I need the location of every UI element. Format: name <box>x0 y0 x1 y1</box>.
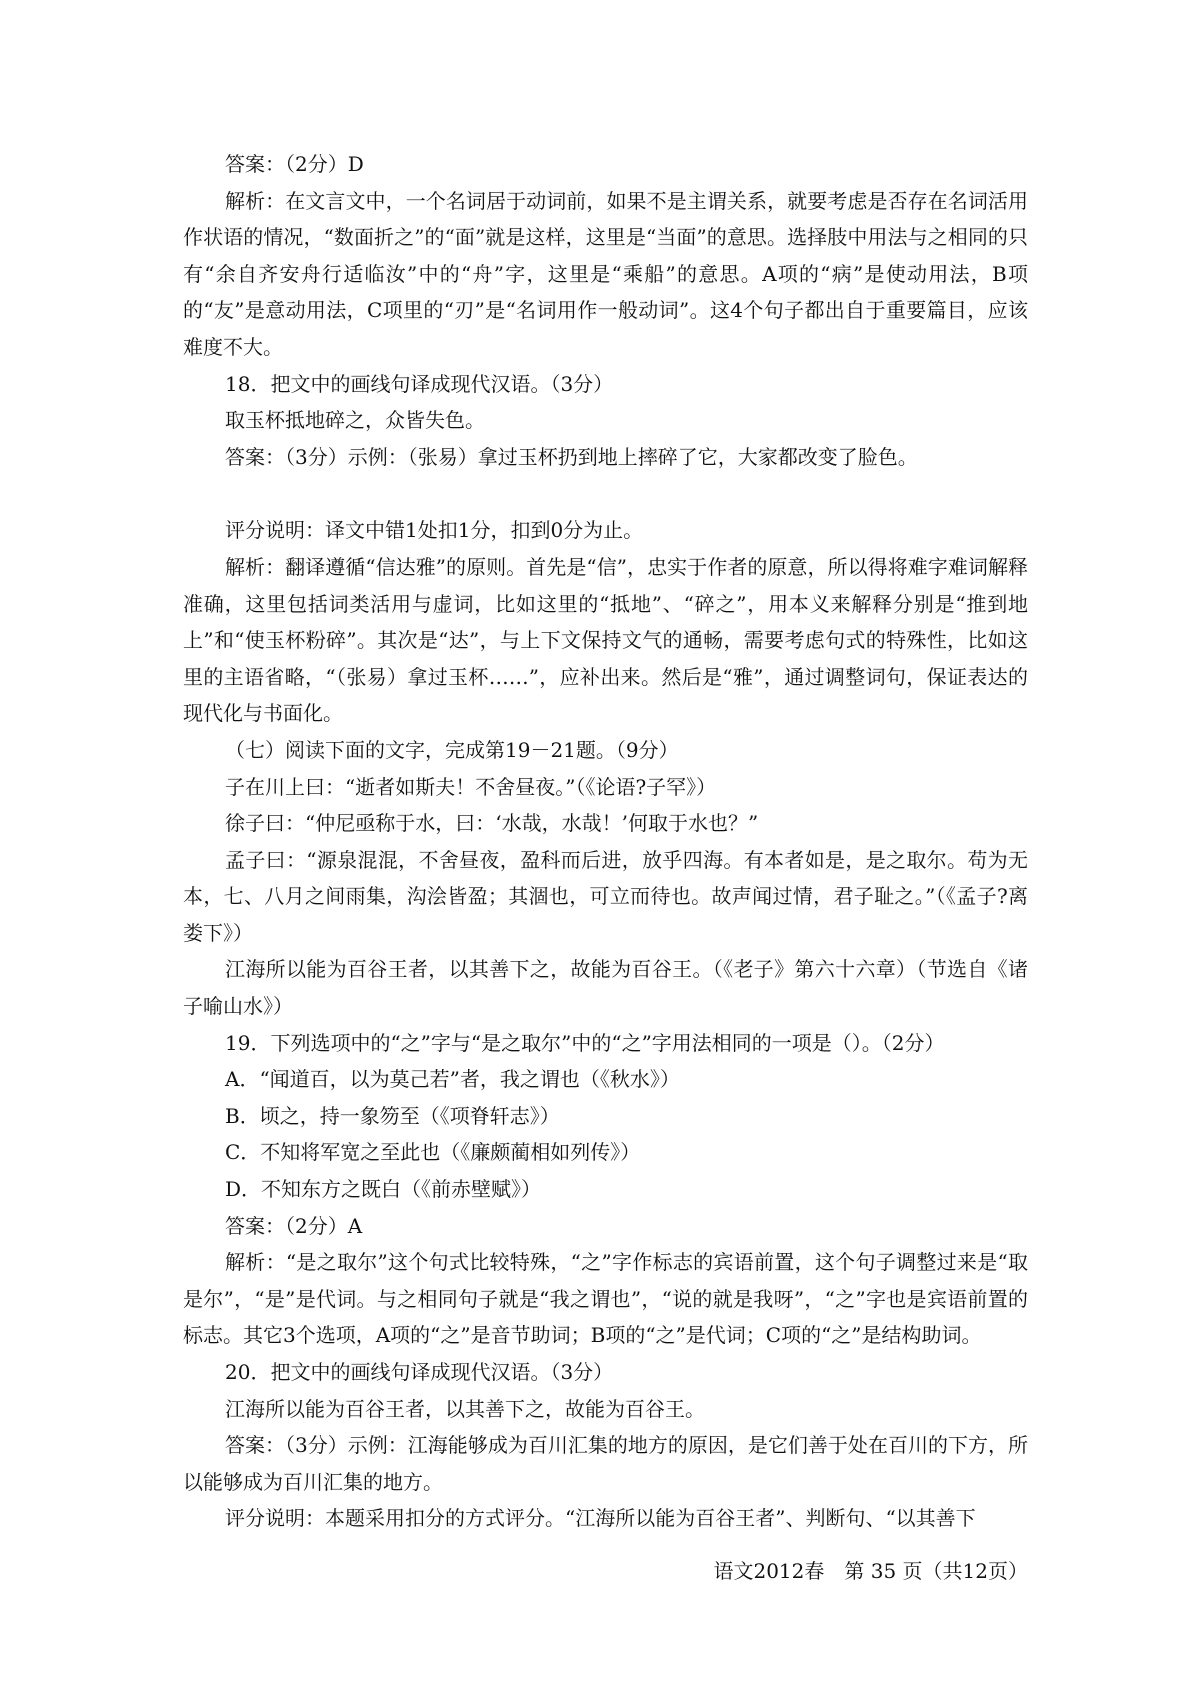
blank-line <box>183 475 1028 512</box>
page-content <box>183 146 1028 1537</box>
section-7-heading: （七）阅读下面的文字，完成第19－21题。（9分） <box>225 737 679 762</box>
option-c: C．不知将军宽之至此也（《廉颇蔺相如列传》） <box>225 1140 641 1165</box>
answer-18: 答案：（3分）示例：（张易）拿过玉杯扔到地上摔碎了它，大家都改变了脸色。 <box>225 444 918 469</box>
option-a: A．“闻道百，以为莫己若”者，我之谓也（《秋水》） <box>225 1067 680 1092</box>
analysis-19: 解析：“是之取尔”这个句式比较特殊，“之”字作标志的宾语前置，这个句子调整过来是“取是尔”，“是”是代词。与之相同句子就是“我之谓也”，“说的就是我呀”，“之”字也是宾语前置的标志。其它3个选项，A项的“之”是音节助词；B项的“之”是代词；C项的“之”是结构助词。 <box>183 1250 1028 1348</box>
option-d: D．不知东方之既白（《前赤壁赋》） <box>225 1177 542 1202</box>
option-b: B．顷之，持一象笏至（《项脊轩志》） <box>225 1103 560 1128</box>
answer-17: 答案：（2分）D <box>225 152 364 176</box>
passage-4: 江海所以能为百谷王者，以其善下之，故能为百谷王。（《老子》第六十六章）（节选自《诸子喻山水》） <box>183 957 1028 1019</box>
question-18: 18．把文中的画线句译成现代汉语。（3分） <box>225 371 614 396</box>
scoring-note-20: 评分说明：本题采用扣分的方式评分。“江海所以能为百谷王者”、判断句、“以其善下 <box>225 1506 976 1531</box>
answer-19: 答案：（2分）A <box>225 1213 363 1238</box>
answer-20: 答案：（3分）示例：江海能够成为百川汇集的地方的原因，是它们善于处在百川的下方，所以能够成为百川汇集的地方。 <box>183 1433 1028 1494</box>
question-19: 19．下列选项中的“之”字与“是之取尔”中的“之”字用法相同的一项是（）。（2分） <box>225 1030 945 1055</box>
analysis-17: 解析：在文言文中，一个名词居于动词前，如果不是主谓关系，就要考虑是否存在名词活用作状语的情况，“数面折之”的“面”就是这样，这里是“当面”的意思。选择肢中用法与之相同的只有“余自齐安舟行适临汝”中的“舟”字，这里是“乘船”的意思。A项的“病”是使动用法，B项的“友”是意动用法，C项里的“刃”是“名词用作一般动词”。这4个句子都出自于重要篇目，应该难度不大。 <box>183 188 1028 359</box>
quote-18: 取玉杯抵地碎之，众皆失色。 <box>225 408 485 433</box>
passage-1: 子在川上曰：“逝者如斯夫！不舍昼夜。”（《论语?子罕》） <box>225 774 717 799</box>
quote-20: 江海所以能为百谷王者，以其善下之，故能为百谷王。 <box>225 1396 705 1421</box>
passage-2: 徐子曰：“仲尼亟称于水，曰：‘水哉，水哉！’何取于水也？” <box>225 811 759 836</box>
scoring-note-18: 评分说明：译文中错1处扣1分，扣到0分为止。 <box>225 518 644 543</box>
analysis-18: 解析：翻译遵循“信达雅”的原则。首先是“信”，忠实于作者的原意，所以得将难字难词解释准确，这里包括词类活用与虚词，比如这里的“抵地”、“碎之”，用本义来解释分别是“推到地上”和“使玉杯粉碎”。其次是“达”，与上下文保持文气的通畅，需要考虑句式的特殊性，比如这里的主语省略，“（张易）拿过玉杯……”，应补出来。然后是“雅”，通过调整词句，保证表达的现代化与书面化。 <box>183 554 1028 726</box>
passage-3: 孟子曰：“源泉混混，不舍昼夜，盈科而后进，放乎四海。有本者如是，是之取尔。苟为无本，七、八月之间雨集，沟浍皆盈；其涸也，可立而待也。故声闻过情，君子耻之。”（《孟子?离娄下》） <box>183 847 1028 945</box>
page-footer: 语文2012春 第 35 页（共12页） <box>713 1559 1028 1583</box>
question-20: 20．把文中的画线句译成现代汉语。（3分） <box>225 1360 614 1384</box>
